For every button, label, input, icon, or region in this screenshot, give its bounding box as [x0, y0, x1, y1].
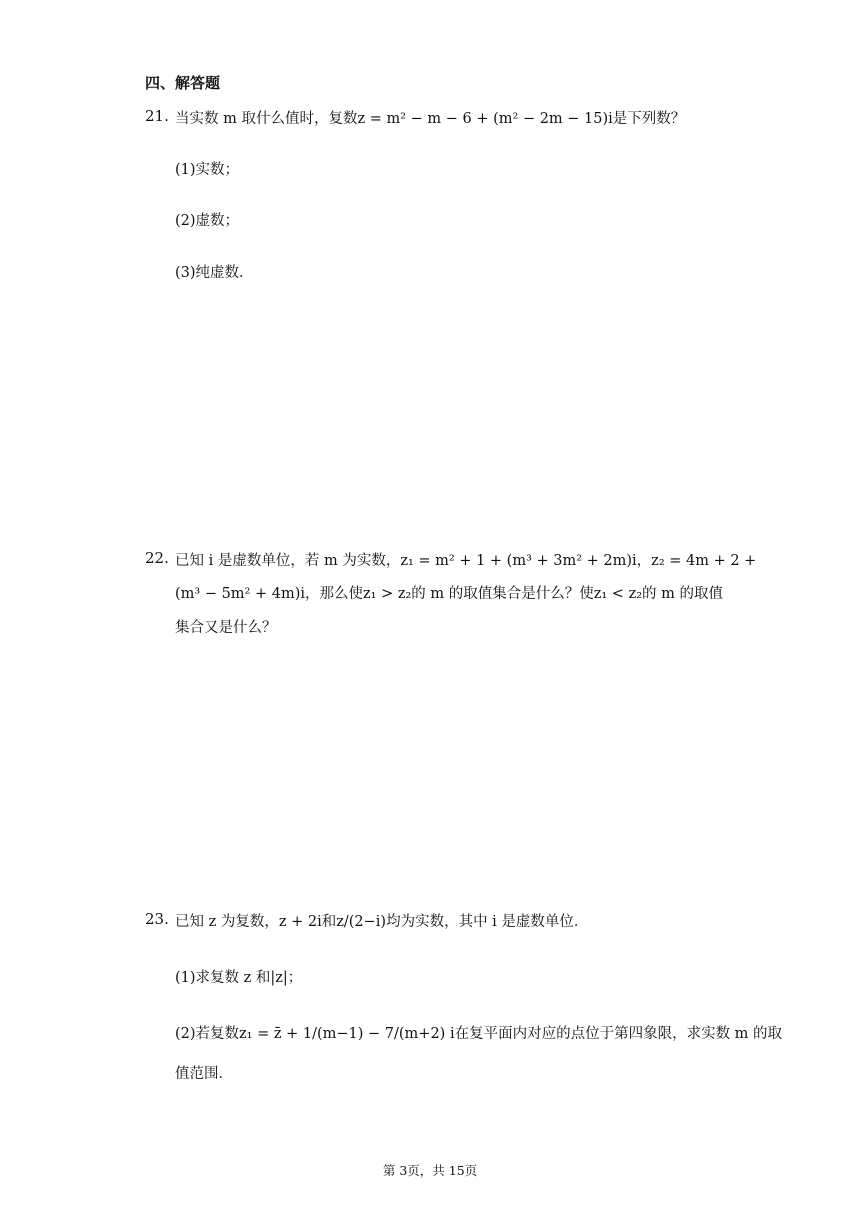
problem-22-line-2: (m³ − 5m² + 4m)i，那么使z₁ > z₂的 m 的取值集合是什么？使z₁ < z₂的 m 的取值 — [175, 586, 723, 602]
problem-22-line-1: 已知 i 是虚数单位，若 m 为实数，z₁ = m² + 1 + (m³ + 3m² + 2m)i，z₂ = 4m + 2 + — [175, 553, 757, 569]
problem-22-line-3: 集合又是什么？ — [175, 620, 277, 636]
problem-23-part-1: (1)求复数 z 和|z|； — [175, 970, 303, 986]
problem-21-number: 21. — [145, 107, 169, 125]
page-footer: 第 3页，共 15页 — [382, 1163, 478, 1178]
problem-21-part-3: (3)纯虚数． — [175, 265, 254, 281]
problem-23-number: 23. — [145, 910, 169, 928]
problem-23-part-2-line-2: 值范围． — [175, 1066, 233, 1082]
section-heading: 四、解答题 — [145, 74, 221, 92]
problem-21-text: 当实数 m 取什么值时，复数z = m² − m − 6 + (m² − 2m − 15)i是下列数？ — [175, 111, 686, 127]
problem-23-text: 已知 z 为复数，z + 2i和z/(2−i)均为实数，其中 i 是虚数单位． — [175, 914, 589, 930]
problem-21-part-2: (2)虚数； — [175, 213, 240, 229]
problem-22-number: 22. — [145, 549, 169, 567]
problem-21-part-1: (1)实数； — [175, 162, 240, 178]
problem-23-part-2-line-1: (2)若复数z₁ = z̄ + 1/(m−1) − 7/(m+2) i在复平面内对应的点位于第四象限，求实数 m 的取 — [175, 1026, 783, 1042]
